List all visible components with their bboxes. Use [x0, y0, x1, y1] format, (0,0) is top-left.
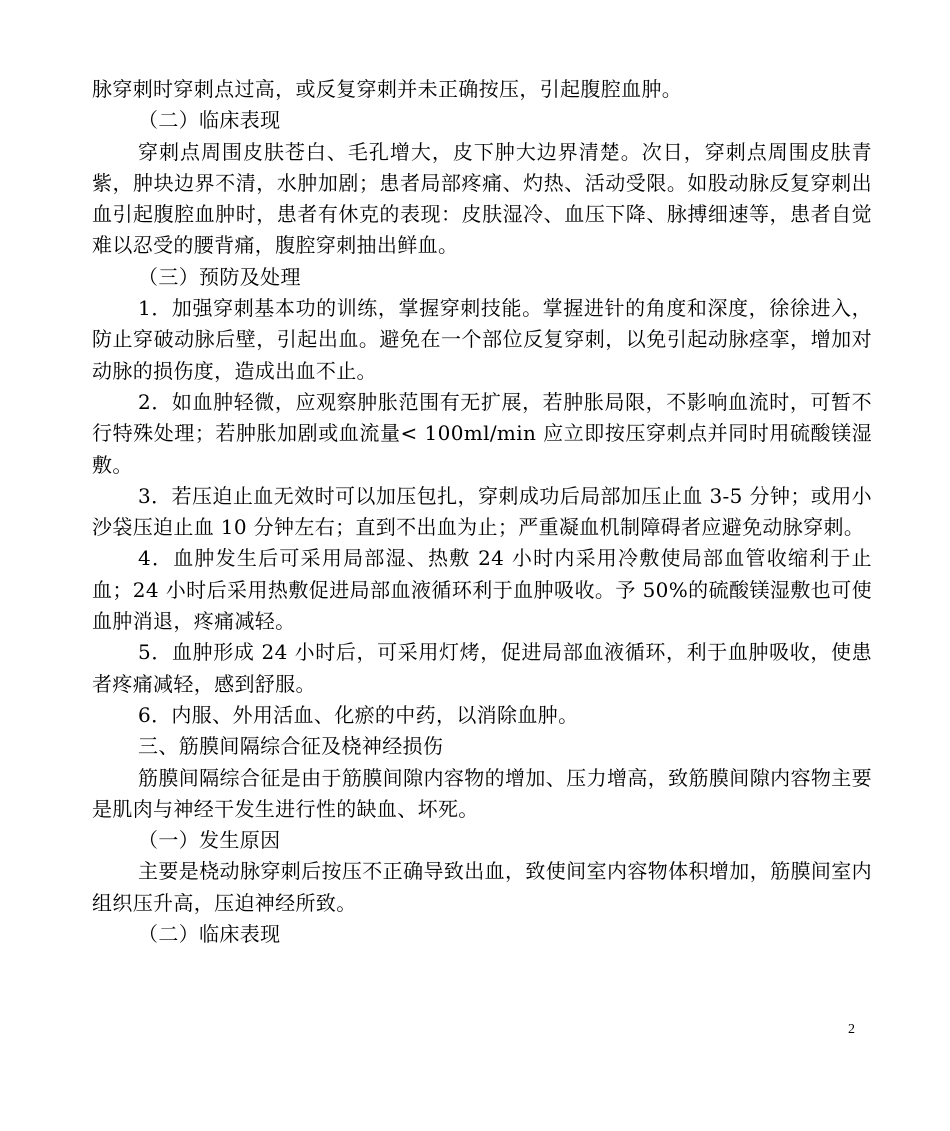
document-body: [92, 74, 872, 950]
paragraph-compartment-definition: 筋膜间隔综合征是由于筋膜间隙内容物的增加、压力增高，致筋膜间隙内容物主要是肌肉与神经干发生进行性的缺血、坏死。: [92, 765, 872, 821]
section-heading-clinical-manifestations: （二）临床表现: [138, 108, 281, 133]
list-item-1: 1．加强穿刺基本功的训练，掌握穿刺技能。掌握进针的角度和深度，徐徐进入，防止穿破动脉后壁，引起出血。避免在一个部位反复穿刺，以免引起动脉痉挛，增加对动脉的损伤度，造成出血不止。: [92, 296, 872, 383]
paragraph-clinical-description: 穿刺点周围皮肤苍白、毛孔增大，皮下肿大边界清楚。次日，穿刺点周围皮肤青紫，肿块边界不清，水肿加剧；患者局部疼痛、灼热、活动受限。如股动脉反复穿刺出血引起腹腔血肿时，患者有休克的表现：皮肤湿冷、血压下降、脉搏细速等，患者自觉难以忍受的腰背痛，腹腔穿刺抽出鲜血。: [92, 139, 872, 258]
section-heading-prevention-treatment: （三）预防及处理: [138, 264, 301, 289]
section-heading-clinical-manifestations-2: （二）临床表现: [138, 922, 281, 947]
page-number: 2: [848, 1022, 855, 1037]
list-item-5: 5．血肿形成 24 小时后，可采用灯烤，促进局部血液循环，利于血肿吸收，使患者疼痛减轻，感到舒服。: [92, 640, 872, 696]
paragraph-continuation: 脉穿刺时穿刺点过高，或反复穿刺并未正确按压，引起腹腔血肿。: [92, 77, 683, 101]
list-item-3: 3．若压迫止血无效时可以加压包扎，穿刺成功后局部加压止血 3-5 分钟；或用小沙袋压迫止血 10 分钟左右；直到不出血为止；严重凝血机制障碍者应避免动脉穿刺。: [92, 483, 872, 540]
section-heading-compartment-syndrome: 三、筋膜间隔综合征及桡神经损伤: [138, 734, 444, 759]
paragraph-causes: 主要是桡动脉穿刺后按压不正确导致出血，致使间室内容物体积增加，筋膜间室内组织压升高，压迫神经所致。: [92, 859, 872, 915]
list-item-2: 2．如血肿轻微，应观察肿胀范围有无扩展，若肿胀局限，不影响血流时，可暂不行特殊处理；若肿胀加剧或血流量< 100ml/min 应立即按压穿刺点并同时用硫酸镁湿敷。: [92, 389, 872, 477]
section-heading-causes: （一）发生原因: [138, 828, 281, 853]
list-item-6: 6．内服、外用活血、化瘀的中药，以消除血肿。: [138, 702, 579, 727]
list-item-4: 4．血肿发生后可采用局部湿、热敷 24 小时内采用冷敷使局部血管收缩利于止血；24 小时后采用热敷促进局部血液循环利于血肿吸收。予 50%的硫酸镁湿敷也可使血肿消退，疼痛减轻。: [92, 546, 872, 634]
